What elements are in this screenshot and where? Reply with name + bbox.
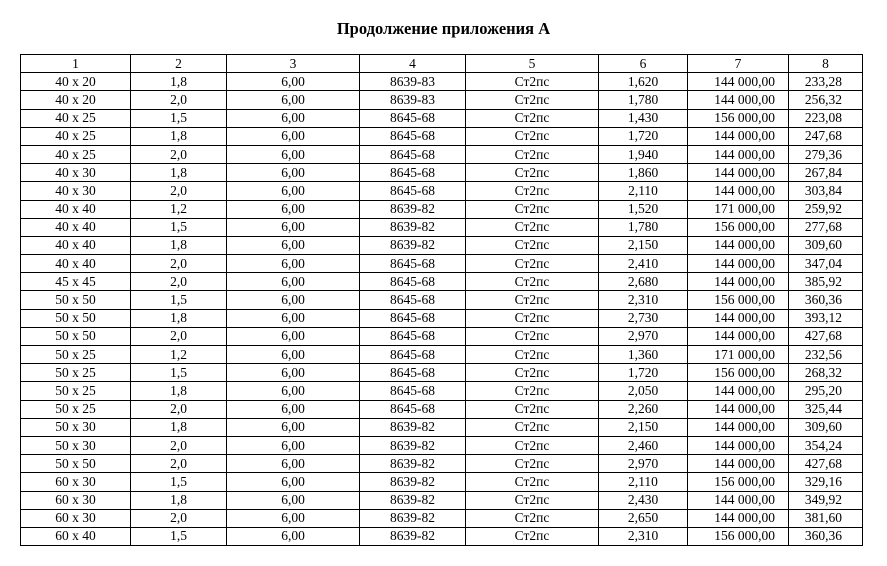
cell-price-per-ton: 144 000,00: [688, 73, 789, 91]
cell-cost: 354,24: [789, 436, 863, 454]
cell-weight: 2,680: [599, 273, 688, 291]
cell-weight: 2,050: [599, 382, 688, 400]
table-row: [21, 273, 863, 291]
cell-thickness: 2,0: [131, 255, 227, 273]
cell-weight: 1,780: [599, 91, 688, 109]
cell-length: 6,00: [227, 327, 360, 345]
table-row: [21, 91, 863, 109]
cell-profile: 40 x 40: [21, 255, 131, 273]
cell-weight: 2,410: [599, 255, 688, 273]
cell-profile: 50 x 25: [21, 364, 131, 382]
cell-cost: 427,68: [789, 455, 863, 473]
cell-length: 6,00: [227, 491, 360, 509]
cell-steel-grade: Ст2пс: [466, 346, 599, 364]
cell-thickness: 2,0: [131, 327, 227, 345]
cell-cost: 349,92: [789, 491, 863, 509]
cell-steel-grade: Ст2пс: [466, 145, 599, 163]
cell-price-per-ton: 156 000,00: [688, 109, 789, 127]
cell-price-per-ton: 171 000,00: [688, 200, 789, 218]
cell-cost: 277,68: [789, 218, 863, 236]
cell-thickness: 1,8: [131, 73, 227, 91]
cell-price-per-ton: 156 000,00: [688, 527, 789, 545]
cell-standard: 8645-68: [360, 382, 466, 400]
cell-weight: 2,260: [599, 400, 688, 418]
cell-standard: 8639-82: [360, 200, 466, 218]
cell-price-per-ton: 144 000,00: [688, 145, 789, 163]
cell-thickness: 2,0: [131, 91, 227, 109]
cell-thickness: 1,5: [131, 527, 227, 545]
table-row: [21, 218, 863, 236]
cell-length: 6,00: [227, 200, 360, 218]
cell-cost: 393,12: [789, 309, 863, 327]
table-row: [21, 509, 863, 527]
cell-profile: 40 x 40: [21, 236, 131, 254]
table-row: [21, 455, 863, 473]
cell-price-per-ton: 144 000,00: [688, 436, 789, 454]
cell-standard: 8645-68: [360, 346, 466, 364]
cell-profile: 50 x 50: [21, 291, 131, 309]
cell-steel-grade: Ст2пс: [466, 436, 599, 454]
cell-weight: 2,730: [599, 309, 688, 327]
cell-steel-grade: Ст2пс: [466, 109, 599, 127]
cell-cost: 325,44: [789, 400, 863, 418]
cell-thickness: 1,5: [131, 364, 227, 382]
cell-steel-grade: Ст2пс: [466, 473, 599, 491]
cell-thickness: 1,8: [131, 236, 227, 254]
cell-thickness: 1,5: [131, 109, 227, 127]
cell-standard: 8639-82: [360, 418, 466, 436]
cell-thickness: 1,8: [131, 164, 227, 182]
table-row: [21, 473, 863, 491]
cell-length: 6,00: [227, 182, 360, 200]
cell-weight: 2,460: [599, 436, 688, 454]
table-row: [21, 491, 863, 509]
cell-thickness: 2,0: [131, 182, 227, 200]
table-row: [21, 436, 863, 454]
cell-weight: 1,520: [599, 200, 688, 218]
cell-price-per-ton: 144 000,00: [688, 127, 789, 145]
cell-weight: 2,310: [599, 527, 688, 545]
cell-standard: 8645-68: [360, 273, 466, 291]
cell-weight: 2,650: [599, 509, 688, 527]
cell-length: 6,00: [227, 291, 360, 309]
cell-standard: 8639-83: [360, 91, 466, 109]
cell-standard: 8645-68: [360, 145, 466, 163]
cell-thickness: 1,2: [131, 200, 227, 218]
cell-length: 6,00: [227, 400, 360, 418]
cell-steel-grade: Ст2пс: [466, 273, 599, 291]
table-row: [21, 400, 863, 418]
cell-steel-grade: Ст2пс: [466, 327, 599, 345]
table-row: [21, 73, 863, 91]
cell-price-per-ton: 144 000,00: [688, 164, 789, 182]
cell-standard: 8645-68: [360, 164, 466, 182]
cell-price-per-ton: 144 000,00: [688, 491, 789, 509]
cell-steel-grade: Ст2пс: [466, 255, 599, 273]
cell-profile: 50 x 25: [21, 400, 131, 418]
table-row: [21, 346, 863, 364]
cell-price-per-ton: 144 000,00: [688, 455, 789, 473]
column-header: 2: [131, 55, 227, 73]
cell-length: 6,00: [227, 509, 360, 527]
cell-price-per-ton: 144 000,00: [688, 382, 789, 400]
cell-cost: 268,32: [789, 364, 863, 382]
cell-profile: 60 x 30: [21, 491, 131, 509]
table-row: [21, 309, 863, 327]
column-header: 7: [688, 55, 789, 73]
cell-price-per-ton: 156 000,00: [688, 291, 789, 309]
cell-price-per-ton: 144 000,00: [688, 327, 789, 345]
table-row: [21, 182, 863, 200]
cell-steel-grade: Ст2пс: [466, 455, 599, 473]
cell-cost: 233,28: [789, 73, 863, 91]
cell-standard: 8639-82: [360, 509, 466, 527]
column-header: 3: [227, 55, 360, 73]
cell-cost: 309,60: [789, 418, 863, 436]
cell-cost: 329,16: [789, 473, 863, 491]
cell-weight: 2,970: [599, 327, 688, 345]
cell-thickness: 1,8: [131, 418, 227, 436]
cell-weight: 2,110: [599, 182, 688, 200]
cell-weight: 2,150: [599, 236, 688, 254]
column-header: 6: [599, 55, 688, 73]
cell-weight: 1,860: [599, 164, 688, 182]
cell-profile: 40 x 20: [21, 73, 131, 91]
cell-weight: 1,720: [599, 364, 688, 382]
cell-price-per-ton: 144 000,00: [688, 255, 789, 273]
cell-thickness: 1,2: [131, 346, 227, 364]
cell-steel-grade: Ст2пс: [466, 364, 599, 382]
cell-profile: 50 x 50: [21, 327, 131, 345]
cell-length: 6,00: [227, 109, 360, 127]
cell-steel-grade: Ст2пс: [466, 127, 599, 145]
cell-cost: 360,36: [789, 527, 863, 545]
cell-length: 6,00: [227, 364, 360, 382]
cell-thickness: 2,0: [131, 273, 227, 291]
cell-steel-grade: Ст2пс: [466, 527, 599, 545]
cell-profile: 40 x 40: [21, 200, 131, 218]
cell-thickness: 1,5: [131, 473, 227, 491]
cell-standard: 8645-68: [360, 327, 466, 345]
cell-weight: 2,430: [599, 491, 688, 509]
cell-standard: 8645-68: [360, 400, 466, 418]
cell-weight: 2,310: [599, 291, 688, 309]
table-row: [21, 127, 863, 145]
cell-weight: 1,430: [599, 109, 688, 127]
cell-steel-grade: Ст2пс: [466, 73, 599, 91]
cell-length: 6,00: [227, 418, 360, 436]
cell-thickness: 2,0: [131, 400, 227, 418]
cell-price-per-ton: 144 000,00: [688, 509, 789, 527]
cell-profile: 50 x 25: [21, 346, 131, 364]
cell-profile: 40 x 25: [21, 109, 131, 127]
cell-length: 6,00: [227, 127, 360, 145]
cell-price-per-ton: 156 000,00: [688, 218, 789, 236]
cell-price-per-ton: 144 000,00: [688, 418, 789, 436]
cell-length: 6,00: [227, 473, 360, 491]
cell-profile: 40 x 40: [21, 218, 131, 236]
cell-steel-grade: Ст2пс: [466, 418, 599, 436]
cell-standard: 8645-68: [360, 291, 466, 309]
cell-steel-grade: Ст2пс: [466, 218, 599, 236]
cell-profile: 40 x 25: [21, 127, 131, 145]
cell-thickness: 1,5: [131, 291, 227, 309]
cell-weight: 2,110: [599, 473, 688, 491]
cell-thickness: 1,8: [131, 491, 227, 509]
page-title: Продолжение приложения А: [336, 19, 551, 38]
cell-length: 6,00: [227, 145, 360, 163]
column-header: 5: [466, 55, 599, 73]
cell-standard: 8639-82: [360, 436, 466, 454]
cell-length: 6,00: [227, 73, 360, 91]
cell-profile: 40 x 25: [21, 145, 131, 163]
cell-steel-grade: Ст2пс: [466, 382, 599, 400]
cell-thickness: 1,8: [131, 127, 227, 145]
cell-profile: 50 x 50: [21, 309, 131, 327]
cell-weight: 1,620: [599, 73, 688, 91]
cell-profile: 60 x 30: [21, 473, 131, 491]
cell-cost: 256,32: [789, 91, 863, 109]
table-row: [21, 527, 863, 545]
cell-steel-grade: Ст2пс: [466, 400, 599, 418]
cell-length: 6,00: [227, 455, 360, 473]
cell-price-per-ton: 171 000,00: [688, 346, 789, 364]
cell-profile: 60 x 30: [21, 509, 131, 527]
table-row: [21, 291, 863, 309]
cell-cost: 381,60: [789, 509, 863, 527]
cell-cost: 232,56: [789, 346, 863, 364]
cell-standard: 8639-83: [360, 73, 466, 91]
cell-price-per-ton: 144 000,00: [688, 400, 789, 418]
cell-profile: 50 x 30: [21, 418, 131, 436]
cell-length: 6,00: [227, 382, 360, 400]
cell-thickness: 2,0: [131, 145, 227, 163]
cell-length: 6,00: [227, 236, 360, 254]
table-row: [21, 382, 863, 400]
cell-steel-grade: Ст2пс: [466, 200, 599, 218]
column-header: 4: [360, 55, 466, 73]
cell-weight: 2,150: [599, 418, 688, 436]
table-row: [21, 236, 863, 254]
cell-standard: 8645-68: [360, 364, 466, 382]
cell-standard: 8645-68: [360, 182, 466, 200]
cell-cost: 347,04: [789, 255, 863, 273]
cell-thickness: 2,0: [131, 436, 227, 454]
cell-price-per-ton: 156 000,00: [688, 473, 789, 491]
cell-cost: 309,60: [789, 236, 863, 254]
cell-thickness: 2,0: [131, 509, 227, 527]
cell-steel-grade: Ст2пс: [466, 236, 599, 254]
cell-steel-grade: Ст2пс: [466, 509, 599, 527]
cell-cost: 295,20: [789, 382, 863, 400]
cell-thickness: 1,8: [131, 382, 227, 400]
table-header-row: [21, 55, 863, 73]
cell-steel-grade: Ст2пс: [466, 182, 599, 200]
cell-standard: 8639-82: [360, 218, 466, 236]
cell-thickness: 1,5: [131, 218, 227, 236]
table-row: [21, 255, 863, 273]
cell-standard: 8645-68: [360, 127, 466, 145]
cell-length: 6,00: [227, 436, 360, 454]
cell-steel-grade: Ст2пс: [466, 291, 599, 309]
cell-steel-grade: Ст2пс: [466, 491, 599, 509]
table-row: [21, 164, 863, 182]
table-body: [21, 73, 863, 546]
table-row: [21, 109, 863, 127]
cell-weight: 1,780: [599, 218, 688, 236]
cell-standard: 8645-68: [360, 255, 466, 273]
cell-weight: 1,720: [599, 127, 688, 145]
cell-cost: 259,92: [789, 200, 863, 218]
cell-standard: 8639-82: [360, 455, 466, 473]
cell-length: 6,00: [227, 91, 360, 109]
cell-standard: 8639-82: [360, 527, 466, 545]
table-row: [21, 327, 863, 345]
cell-steel-grade: Ст2пс: [466, 164, 599, 182]
cell-cost: 267,84: [789, 164, 863, 182]
cell-steel-grade: Ст2пс: [466, 309, 599, 327]
table-row: [21, 418, 863, 436]
cell-profile: 45 x 45: [21, 273, 131, 291]
table-row: [21, 364, 863, 382]
cell-price-per-ton: 156 000,00: [688, 364, 789, 382]
cell-profile: 40 x 30: [21, 164, 131, 182]
column-header: 8: [789, 55, 863, 73]
cell-cost: 385,92: [789, 273, 863, 291]
column-header: 1: [21, 55, 131, 73]
cell-standard: 8639-82: [360, 236, 466, 254]
cell-thickness: 1,8: [131, 309, 227, 327]
cell-length: 6,00: [227, 309, 360, 327]
cell-cost: 279,36: [789, 145, 863, 163]
cell-steel-grade: Ст2пс: [466, 91, 599, 109]
cell-profile: 50 x 25: [21, 382, 131, 400]
cell-length: 6,00: [227, 164, 360, 182]
cell-cost: 247,68: [789, 127, 863, 145]
cell-profile: 50 x 30: [21, 436, 131, 454]
cell-standard: 8645-68: [360, 309, 466, 327]
cell-length: 6,00: [227, 273, 360, 291]
cell-standard: 8645-68: [360, 109, 466, 127]
cell-weight: 1,360: [599, 346, 688, 364]
cell-standard: 8639-82: [360, 473, 466, 491]
cell-cost: 360,36: [789, 291, 863, 309]
cell-weight: 1,940: [599, 145, 688, 163]
cell-cost: 223,08: [789, 109, 863, 127]
cell-price-per-ton: 144 000,00: [688, 236, 789, 254]
cell-cost: 303,84: [789, 182, 863, 200]
cell-length: 6,00: [227, 527, 360, 545]
cell-price-per-ton: 144 000,00: [688, 309, 789, 327]
cell-profile: 50 x 50: [21, 455, 131, 473]
cell-price-per-ton: 144 000,00: [688, 182, 789, 200]
cell-weight: 2,970: [599, 455, 688, 473]
data-table: [20, 54, 863, 546]
cell-cost: 427,68: [789, 327, 863, 345]
cell-profile: 40 x 20: [21, 91, 131, 109]
cell-profile: 40 x 30: [21, 182, 131, 200]
table-row: [21, 145, 863, 163]
cell-length: 6,00: [227, 255, 360, 273]
cell-price-per-ton: 144 000,00: [688, 273, 789, 291]
cell-thickness: 2,0: [131, 455, 227, 473]
cell-profile: 60 x 40: [21, 527, 131, 545]
cell-standard: 8639-82: [360, 491, 466, 509]
table-row: [21, 200, 863, 218]
cell-price-per-ton: 144 000,00: [688, 91, 789, 109]
cell-length: 6,00: [227, 218, 360, 236]
cell-length: 6,00: [227, 346, 360, 364]
